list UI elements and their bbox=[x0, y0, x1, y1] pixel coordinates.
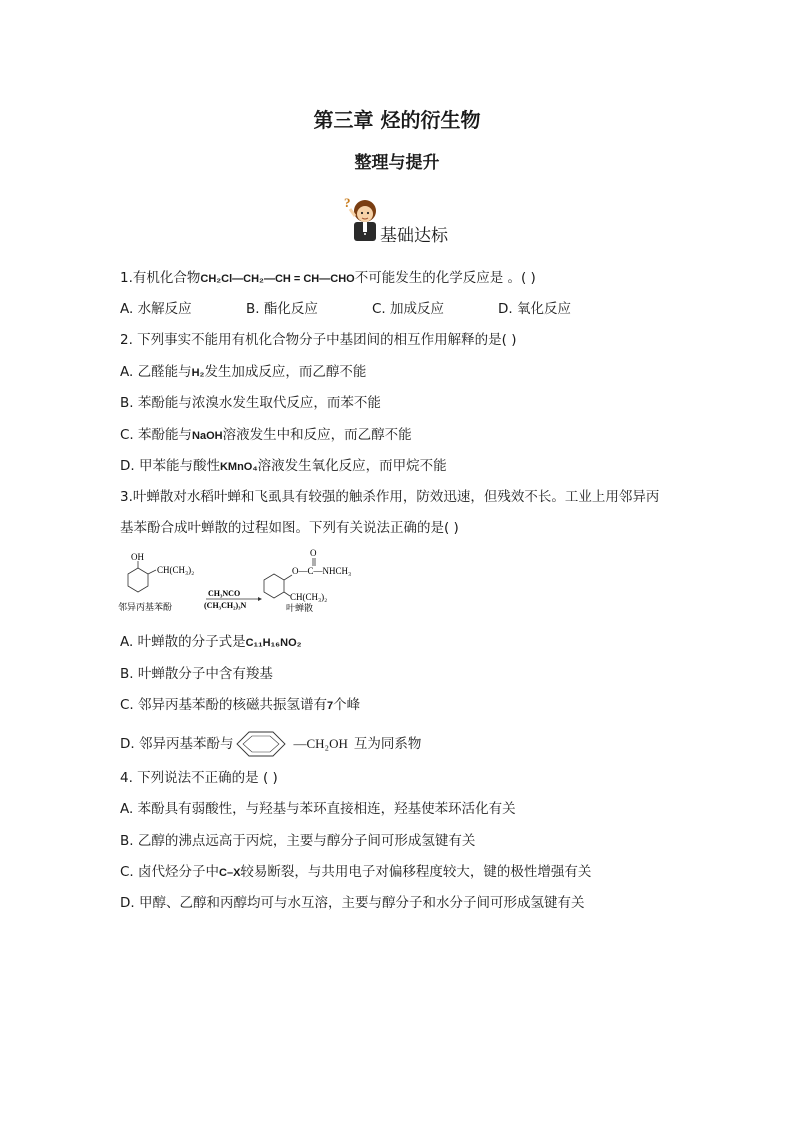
q3-a-prefix: A. 叶蝉散的分子式是 bbox=[120, 634, 246, 650]
chapter-title: 第三章 烃的衍生物 bbox=[313, 108, 481, 132]
q4-option-b[interactable]: B. 乙醇的沸点远高于丙烷，主要与醇分子间可形成氢键有关 bbox=[120, 833, 476, 849]
q3-c-prefix: C. 邻异丙基苯酚的核磁共振氢谱有 bbox=[120, 697, 328, 713]
product-benzene-ring bbox=[264, 574, 284, 598]
q2-option-b[interactable]: B. 苯酚能与浓溴水发生取代反应，而苯不能 bbox=[120, 395, 381, 411]
q4-option-a[interactable]: A. 苯酚具有弱酸性，与羟基与苯环直接相连，羟基使苯环活化有关 bbox=[120, 801, 516, 817]
product-carbonyl-o: O bbox=[310, 548, 317, 558]
q2-c-formula: NaOH bbox=[192, 430, 223, 442]
benzene-ring-icon bbox=[235, 731, 291, 757]
reagent-top: CH₃NCO bbox=[208, 589, 241, 598]
product-isopropyl: CH(CH₃)₂ bbox=[290, 592, 328, 602]
q3-d-prefix: D. 邻异丙基苯酚与 bbox=[120, 736, 234, 752]
section-label: 基础达标 bbox=[380, 226, 448, 246]
q2-option-a[interactable] bbox=[120, 362, 366, 383]
question-2-stem: 2. 下列事实不能用有机化合物分子中基团间的相互作用解释的是( ) bbox=[120, 332, 517, 348]
q3-option-b[interactable]: B. 叶蝉散分子中含有羧基 bbox=[120, 666, 273, 682]
product-name: 叶蝉散 bbox=[286, 603, 314, 613]
q1-option-b[interactable]: B. 酯化反应 bbox=[246, 301, 318, 317]
q4-c-prefix: C. 卤代烃分子中 bbox=[120, 864, 220, 880]
svg-text:?: ? bbox=[344, 195, 351, 210]
q1-option-c[interactable]: C. 加成反应 bbox=[372, 301, 445, 317]
reactant-isopropyl: CH(CH₃)₂ bbox=[157, 565, 195, 575]
q3-c-suffix: 个峰 bbox=[333, 697, 361, 713]
q2-option-c[interactable] bbox=[120, 425, 412, 446]
q2-c-suffix: 溶液发生中和反应，而乙醇不能 bbox=[222, 427, 412, 443]
reactant-oh: OH bbox=[131, 552, 144, 562]
reagent-bottom: (CH₃CH₂)₃N bbox=[204, 601, 247, 610]
q4-c-formula: C–X bbox=[219, 867, 241, 879]
q3-option-d[interactable] bbox=[120, 731, 421, 757]
chapter-subtitle: 整理与提升 bbox=[354, 153, 440, 173]
q4-option-d[interactable]: D. 甲醇、乙醇和丙醇均可与水互溶，主要与醇分子和水分子间可形成氢键有关 bbox=[120, 895, 585, 911]
q3-d-suffix: 互为同系物 bbox=[353, 736, 422, 752]
q4-c-suffix: 较易断裂，与共用电子对偏移程度较大，键的极性增强有关 bbox=[240, 864, 592, 880]
q1-prefix: 1.有机化合物 bbox=[120, 270, 201, 286]
q3-option-c[interactable] bbox=[120, 695, 360, 716]
q1-option-d[interactable]: D. 氧化反应 bbox=[498, 301, 571, 317]
q2-d-formula: KMnO₄ bbox=[219, 461, 258, 473]
q3-option-a[interactable] bbox=[120, 632, 302, 653]
q2-d-suffix: 溶液发生氧化反应，而甲烷不能 bbox=[257, 458, 447, 474]
question-1-options bbox=[120, 299, 624, 319]
q4-option-c[interactable] bbox=[120, 862, 591, 883]
reactant-name: 邻异丙基苯酚 bbox=[118, 602, 173, 612]
q3-a-formula: C₁₁H₁₆NO₂ bbox=[245, 637, 302, 649]
question-4-stem: 4. 下列说法不正确的是 ( ) bbox=[120, 770, 278, 786]
q1-suffix: 不可能发生的化学反应是 。( ) bbox=[354, 270, 536, 286]
q2-option-d[interactable] bbox=[120, 456, 447, 477]
section-header bbox=[341, 194, 381, 248]
q1-formula: CH₂Cl—CH₂—CH = CH—CHO bbox=[200, 273, 355, 285]
reaction-scheme bbox=[116, 548, 376, 618]
question-1-stem bbox=[120, 268, 536, 289]
question-3-stem-line-2: 基苯酚合成叶蝉散的过程如图。下列有关说法正确的是( ) bbox=[120, 520, 459, 536]
student-cartoon-icon bbox=[341, 194, 381, 244]
q2-a-suffix: 发生加成反应，而乙醇不能 bbox=[204, 364, 367, 380]
reactant-benzene-ring bbox=[128, 568, 148, 592]
q3-d-group: —CH₂OH bbox=[293, 736, 348, 751]
product-ester-chain: O—C—NHCH₃ bbox=[292, 566, 352, 576]
q2-a-formula: H₂ bbox=[191, 367, 205, 379]
q2-c-prefix: C. 苯酚能与 bbox=[120, 427, 193, 443]
question-3-stem-line-1: 3.叶蝉散对水稻叶蝉和飞虱具有较强的触杀作用，防效迅速，但残效不长。工业上用邻异丙 bbox=[120, 489, 660, 505]
q3-c-number: 7 bbox=[327, 700, 334, 712]
q2-d-prefix: D. 甲苯能与酸性 bbox=[120, 458, 220, 474]
q2-a-prefix: A. 乙醛能与 bbox=[120, 364, 192, 380]
q1-option-a[interactable]: A. 水解反应 bbox=[120, 301, 192, 317]
